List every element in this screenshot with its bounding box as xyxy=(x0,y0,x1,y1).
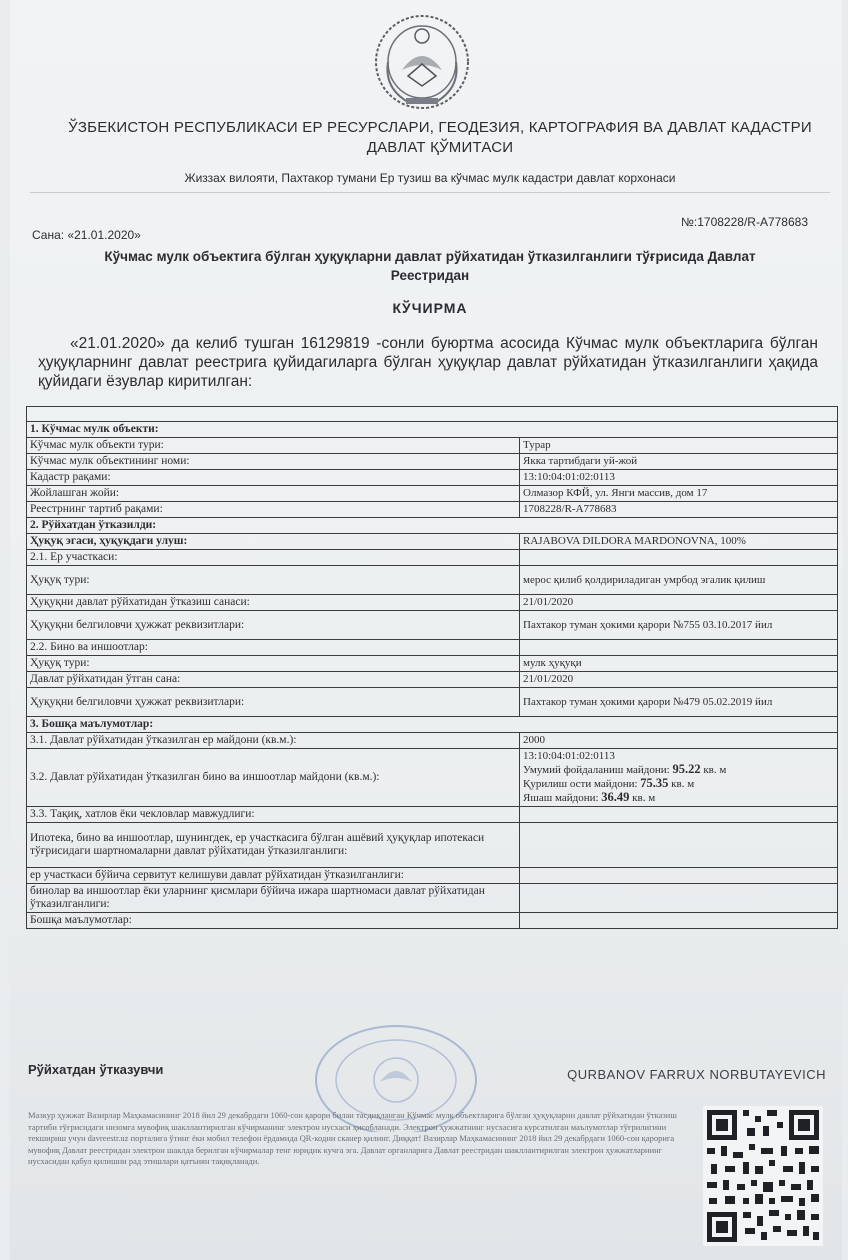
table-row: 2.2. Бино ва иншоотлар: xyxy=(27,640,838,656)
table-row: Кўчмас мулк объекти тури: Турар xyxy=(27,438,838,454)
state-emblem xyxy=(368,12,476,112)
registrar-name: QURBANOV FARRUX NORBUTAYEVICH xyxy=(567,1067,826,1082)
registry-table xyxy=(26,406,838,929)
qr-code-icon xyxy=(703,1106,823,1246)
table-row: Давлат рўйхатидан ўтган сана: 21/01/2020 xyxy=(27,672,838,688)
intro-paragraph: «21.01.2020» да келиб тушган 16129819 -сонли буюртма асосида Кўчмас мулк объектларига бўлган ҳуқуқларнинг давлат реестрига қуйидагиларга бўлган ҳуқуқлар давлат рўйхатидан ўтказилганлиги ҳақида қуйидаги ёзувлар киритилган: xyxy=(38,335,818,390)
section-header: 1. Кўчмас мулк объекти: xyxy=(27,422,838,438)
header-divider xyxy=(30,192,830,193)
document-title: Кўчмас мулк объектига бўлган ҳуқуқларни давлат рўйхатидан ўтказилганлиги тўғрисида Давлат Реестридан xyxy=(104,249,756,283)
table-row: бинолар ва иншоотлар ёки уларнинг қисмлари бўйича ижара шартномаси давлат рўйхатидан ўтказилганлиги: xyxy=(27,884,838,913)
table-row: 3.2. Давлат рўйхатидан ўтказилган бино ва иншоотлар майдони (кв.м.): 13:10:04:01:02:0113 Умумий фойдаланиш майдони: 95.22 кв. м Қурилиш ости майдони: 75.35 кв. м Яшаш майдони: 36.49 кв. м xyxy=(27,749,838,807)
document-number: №:1708228/R-А778683 xyxy=(681,215,808,229)
table-row: 3.3. Тақиқ, хатлов ёки чекловлар мавжудлиги: xyxy=(27,807,838,823)
table-row: 3.1. Давлат рўйхатидан ўтказилган ер майдони (кв.м.): 2000 xyxy=(27,733,838,749)
table-row: Бошқа маълумотлар: xyxy=(27,913,838,929)
table-row: 2.1. Ер участкаси: xyxy=(27,550,838,566)
table-row: Ҳуқуқни давлат рўйхатидан ўтказиш санаси: 21/01/2020 xyxy=(27,595,838,611)
table-row: Ҳуқуқни белгиловчи ҳужжат реквизитлари: Пахтакор туман ҳокими қарори №755 03.10.2017 йил xyxy=(27,611,838,640)
table-row: Ҳуқуқни белгиловчи ҳужжат реквизитлари: Пахтакор туман ҳокими қарори №479 05.02.2019 йил xyxy=(27,688,838,717)
table-row: Кўчмас мулк объектининг номи: Якка тартибдаги уй-жой xyxy=(27,454,838,470)
section-header: 2. Рўйхатдан ўтказилди: xyxy=(27,518,838,534)
table-row: Ҳуқуқ тури: мерос қилиб қолдириладиган умрбод эгалик қилиш xyxy=(27,566,838,595)
sub-organization: Жиззах вилояти, Пахтакор тумани Ер тузиш ва кўчмас мулк кадастри давлат корхонаси xyxy=(184,171,676,185)
table-row: Кадастр рақами: 13:10:04:01:02:0113 xyxy=(27,470,838,486)
section-header: 3. Бошқа маълумотлар: xyxy=(27,717,838,733)
table-row: Ҳуқуқ тури: мулк ҳуқуқи xyxy=(27,656,838,672)
footer-note: Мазкур ҳужжат Вазирлар Маҳкамасининг 2018 йил 29 декабрдаги 1060-сон қарори билан тасдиқланган Кўчмас мулк объектларига бўлган ҳуқуқларни давлат рўйхатидан ўтказиш тартиби тўғрисидаги низомга мувофиқ шакллантирилган кўчирманинг электрон нусхаси ҳисобланади. Электрон ҳужжатнинг нусхасига курсатилган маълумотлар тўғрилигини текшириш учун davreestr.uz порталига ўтинг ёки мобил телефон ёрдамида QR-кодни сканер қилинг. Диққат! Вазирлар Маҳкамасининг 2018 йил 29 декабрдаги 1060-сон қарорига мувофиқ Давлат реестридан электрон шаклда берилган кўчирмалар тенг юридик кучга эга. Давлат органларига Давлат реестридан шакллантирилган электрон ҳужжатларнинг нусхасидан қабул қилишни рад этишлари қатъиян тақиқланади. xyxy=(28,1110,677,1166)
table-row xyxy=(27,407,838,422)
table-row: Жойлашган жойи: Олмазор КФЙ, ул. Янги массив, дом 17 xyxy=(27,486,838,502)
table-row: ер участкаси бўйича сервитут келишуви давлат рўйхатидан ўтказилганлиги: xyxy=(27,868,838,884)
issue-date: Сана: «21.01.2020» xyxy=(32,228,141,242)
document-subtitle: КЎЧИРМА xyxy=(392,300,468,316)
table-row: Реестрнинг тартиб рақами: 1708228/R-А778683 xyxy=(27,502,838,518)
document-page xyxy=(10,0,842,1260)
table-row: Ипотека, бино ва иншоотлар, шунингдек, ер участкасига бўлган ашёвий ҳуқуқлар ипотекаси тўғрисидаги шартномаларни давлат рўйхатидан ўтказилганлиги: xyxy=(27,823,838,868)
agency-title: ЎЗБЕКИСТОН РЕСПУБЛИКАСИ ЕР РЕСУРСЛАРИ, ГЕОДЕЗИЯ, КАРТОГРАФИЯ ВА ДАВЛАТ КАДАСТРИ ДАВЛАТ ҚЎМИТАСИ xyxy=(68,119,812,156)
table-row: Ҳуқуқ эгаси, ҳуқуқдаги улуш: RAJABOVA DILDORA MARDONOVNA, 100% xyxy=(27,534,838,550)
building-areas: 13:10:04:01:02:0113 Умумий фойдаланиш майдони: 95.22 кв. м Қурилиш ости майдони: 75.35 кв. м Яшаш майдони: 36.49 кв. м xyxy=(520,749,838,807)
registrar-label: Рўйхатдан ўтказувчи xyxy=(28,1062,164,1077)
